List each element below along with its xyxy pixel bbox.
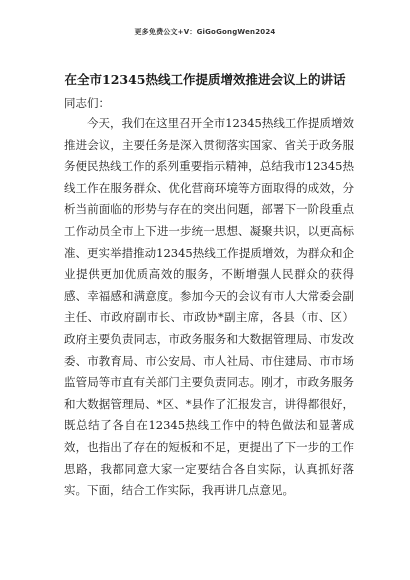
document-title: 在全市12345热线工作提质增效推进会议上的讲话: [64, 72, 346, 87]
document-body-paragraph: 今天，我们在这里召开全市12345热线工作提质增效推进会议，主要任务是深入贯彻落实国家、省关于政务服务便民热线工作的系列重要指示精神，总结我市12345热线工作在服务群众、优化营商环境等方面取得的成效，分析当前面临的形势与存在的突出问题，部署下一阶段重点工作动员全市上下进一步统一思想、凝聚共识，以更高标准、更实举措推动12345热线工作提质增效，为群众和企业提供更加优质高效的服务，不断增强人民群众的获得感、幸福感和满意度。参加今天的会议有市人大常委会副主任、市政府副市长、市政协*副主席，各县（市、区）政府主要负责同志，市政务服务和大数据管理局、市发改委、市教育局、市公安局、市人社局、市住建局、市市场监管局等市直有关部门主要负责同志。刚才，市政务服务和大数据管理局、*区、*县作了汇报发言，讲得都很好，既总结了各自在12345热线工作中的特色做法和显著成效，也指出了存在的短板和不足，更提出了下一步的工作思路，我都同意大家一定要结合各自实际，认真抓好落实。下面，结合工作实际，我再讲几点意见。: [64, 116, 354, 498]
page-header-watermark: 更多免费公文+V：GiGoGongWen2024: [134, 28, 276, 36]
document-greeting: 同志们：: [64, 96, 110, 110]
